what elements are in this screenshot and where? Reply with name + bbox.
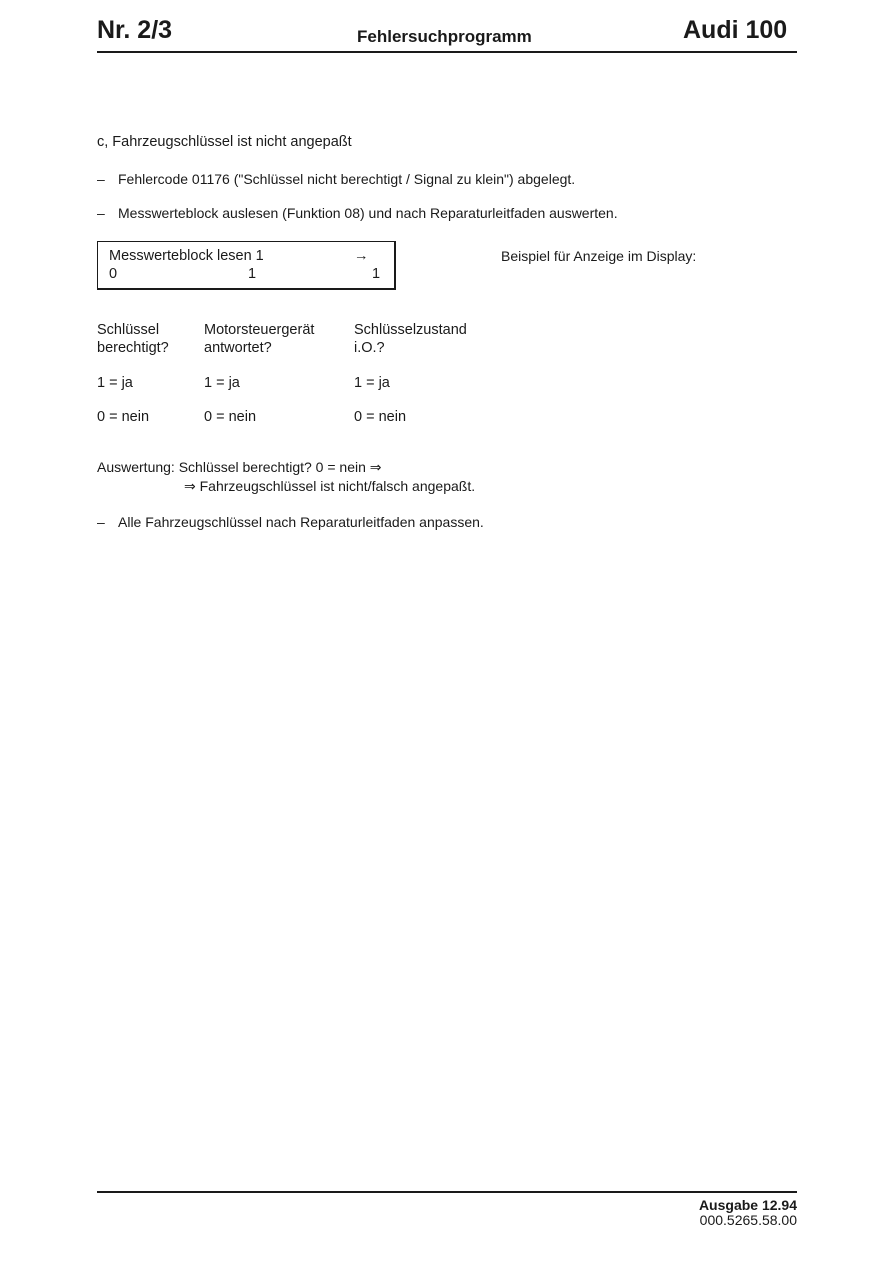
display-value-2: 1: [248, 266, 257, 282]
evaluation-text: Schlüssel berechtigt? 0 = nein ⇒: [178, 459, 382, 475]
col1-no: 0 = nein: [97, 409, 150, 425]
bullet-text: Fehlercode 01176 ("Schlüssel nicht berechtigt / Signal zu klein") abgelegt.: [118, 171, 576, 187]
bullet-dash: –: [97, 205, 105, 221]
document-title: Fehlersuchprogramm: [357, 27, 532, 46]
col1-yes: 1 = ja: [97, 375, 133, 391]
display-line1: Messwerteblock lesen 1: [109, 248, 264, 264]
col-key-authorized-head: [97, 321, 169, 357]
col-head-line: antwortet?: [204, 340, 272, 356]
action-bullet: [97, 514, 484, 530]
display-value-1: 0: [109, 266, 118, 282]
evaluation-line: [97, 459, 382, 476]
bullet-read-block: [97, 205, 618, 221]
bullet-dash: –: [97, 171, 105, 187]
col2-no: 0 = nein: [204, 409, 257, 425]
col3-yes: 1 = ja: [354, 375, 390, 391]
vehicle-model: Audi 100: [683, 16, 788, 44]
col3-no: 0 = nein: [354, 409, 407, 425]
bullet-text: Messwerteblock auslesen (Funktion 08) und nach Reparaturleitfaden auswerten.: [118, 205, 618, 221]
doc-number: Nr. 2/3: [97, 16, 173, 44]
section-title: c, Fahrzeugschlüssel ist nicht angepaßt: [97, 134, 352, 150]
display-value-3: 1: [372, 266, 381, 282]
evaluation-label: Auswertung:: [97, 459, 175, 475]
edition-label: Ausgabe 12.94: [698, 1197, 797, 1213]
display-box: [97, 241, 396, 290]
footer-rule: [97, 1191, 797, 1193]
col-key-state-head: [354, 321, 467, 357]
col2-yes: 1 = ja: [204, 375, 240, 391]
document-number: 000.5265.58.00: [699, 1212, 797, 1228]
header-rule: [97, 51, 797, 53]
col-head-line: Schlüsselzustand: [354, 322, 467, 338]
col-head-line: i.O.?: [354, 340, 385, 356]
col-head-line: Motorsteuergerät: [204, 322, 315, 338]
col-ecu-answers-head: [204, 321, 314, 357]
col-head-line: berechtigt?: [97, 340, 169, 356]
action-text: Alle Fahrzeugschlüssel nach Reparaturleitfaden anpassen.: [118, 514, 484, 530]
display-caption: Beispiel für Anzeige im Display:: [501, 248, 697, 264]
arrow-right-icon: →: [354, 248, 369, 264]
evaluation-result: ⇒ Fahrzeugschlüssel ist nicht/falsch angepaßt.: [184, 478, 476, 494]
bullet-dash: –: [97, 514, 105, 530]
bullet-error-code: [97, 171, 575, 187]
col-head-line: Schlüssel: [97, 322, 160, 338]
